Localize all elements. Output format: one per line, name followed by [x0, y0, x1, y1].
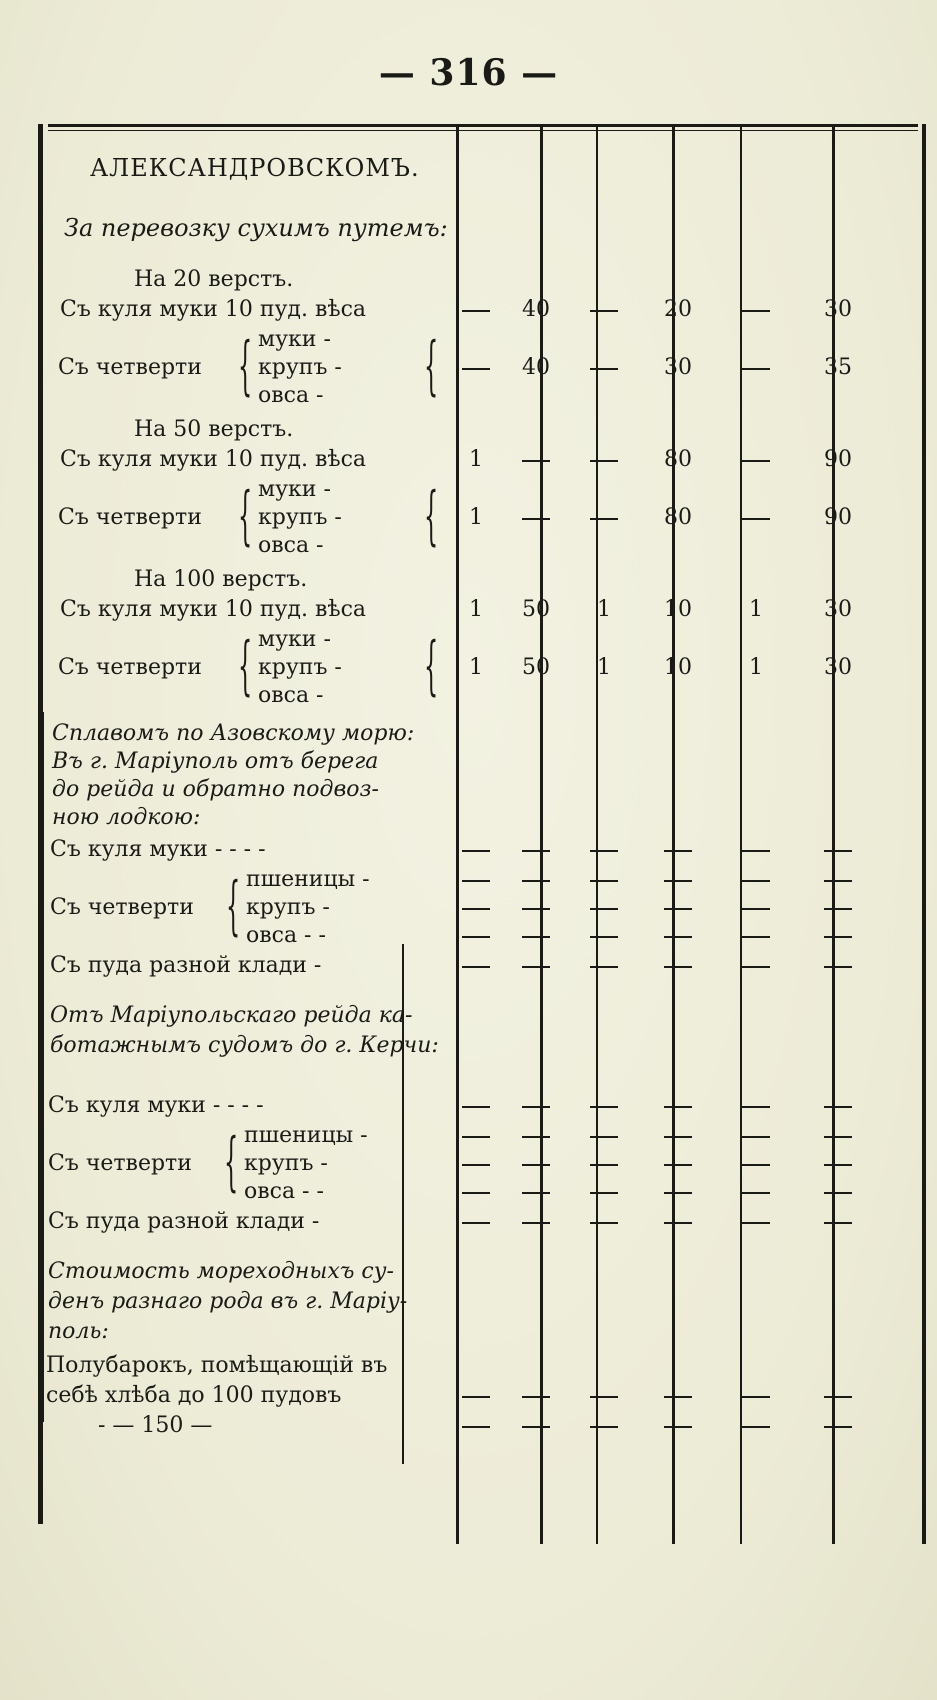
kerch-chetv-2-dash-4: [664, 1164, 692, 1166]
azov-chetv-item-2: крупъ -: [246, 895, 330, 920]
dry-block-1-distance: На 20 верстъ.: [134, 267, 294, 292]
dry-block-1-kul-value-5: [742, 310, 770, 312]
dry-block-1-chetv-value-3: [590, 368, 618, 370]
azov-pud-dash-5: [742, 966, 770, 968]
dry-block-2-chetv-value-1: 1: [469, 505, 483, 530]
col-divider-4: [672, 124, 675, 1544]
dry-block-3-chetv-label: Съ четверти: [58, 655, 202, 680]
top-rule: [48, 124, 918, 127]
kerch-chetv-3-dash-1: [462, 1192, 490, 1194]
dry-block-2-brace-left: {: [238, 479, 253, 553]
azov-chetv-label: Съ четверти: [50, 895, 194, 920]
kerch-kul-dash-4: [664, 1106, 692, 1108]
ships-last-line: - — 150 —: [98, 1413, 213, 1438]
col-divider-5: [740, 124, 742, 1544]
dry-block-1-kul-label: Съ куля муки 10 пуд. вѣса: [60, 297, 367, 322]
dry-block-2-chetv-value-6: 90: [824, 505, 852, 530]
kerch-brace: {: [224, 1125, 239, 1199]
top-rule-thin: [48, 130, 918, 131]
azov-chetv-3-dash-2: [522, 936, 550, 938]
ships-last-dash-6: [824, 1426, 852, 1428]
dry-block-1-kul-value-6: 30: [824, 297, 852, 322]
dry-block-3-chetv-value-2: 50: [522, 655, 550, 680]
kerch-chetv-1-dash-4: [664, 1136, 692, 1138]
dry-block-2-kul-value-3: [590, 460, 618, 462]
dry-block-3-kul-value-4: 10: [664, 597, 692, 622]
dry-block-1-chetv-value-4: 30: [664, 355, 692, 380]
ships-heading-line-1: Стоимость мореходныхъ су-: [48, 1259, 394, 1284]
azov-pud-dash-6: [824, 966, 852, 968]
kerch-chetv-2-dash-5: [742, 1164, 770, 1166]
kerch-kul-dash-2: [522, 1106, 550, 1108]
azov-kul-label: Съ куля муки - - - -: [50, 837, 266, 862]
dry-block-1-brace-left: {: [238, 329, 253, 403]
dry-block-2-kul-label: Съ куля муки 10 пуд. вѣса: [60, 447, 367, 472]
azov-chetv-3-dash-3: [590, 936, 618, 938]
kerch-heading-line-1: Отъ Маріупольскаго рейда ка-: [50, 1003, 413, 1028]
azov-chetv-1-dash-2: [522, 880, 550, 882]
kerch-chetv-2-dash-3: [590, 1164, 618, 1166]
azov-brace: {: [226, 869, 241, 943]
azov-pud-dash-3: [590, 966, 618, 968]
azov-chetv-item-3: овса - -: [246, 923, 326, 948]
ships-last-dash-3: [590, 1426, 618, 1428]
dry-block-1-kul-value-2: 40: [522, 297, 550, 322]
col-divider-3: [596, 124, 598, 1544]
dry-block-3-chetv-value-3: 1: [597, 655, 611, 680]
azov-kul-dash-1: [462, 850, 490, 852]
kerch-pud-dash-6: [824, 1222, 852, 1224]
ships-item-dash-1: [462, 1396, 490, 1398]
page-number: — 316 —: [378, 52, 559, 94]
ships-heading-line-2: денъ разнаго рода въ г. Маріу-: [48, 1289, 408, 1314]
dry-block-3-kul-value-5: 1: [749, 597, 763, 622]
dry-block-1-chetv-value-1: [462, 368, 490, 370]
dry-block-1-chetv-item-2: крупъ -: [258, 355, 342, 380]
dry-block-2-kul-value-6: 90: [824, 447, 852, 472]
kerch-kul-dash-1: [462, 1106, 490, 1108]
ships-heading-line-3: поль:: [48, 1319, 109, 1344]
dry-block-3-chetv-value-4: 10: [664, 655, 692, 680]
dry-block-2-chetv-value-4: 80: [664, 505, 692, 530]
dry-block-3-chetv-value-5: 1: [749, 655, 763, 680]
dry-route-heading: За перевозку сухимъ путемъ:: [64, 214, 448, 242]
kerch-chetv-label: Съ четверти: [48, 1151, 192, 1176]
kerch-chetv-1-dash-5: [742, 1136, 770, 1138]
dry-block-3-distance: На 100 верстъ.: [134, 567, 308, 592]
kerch-chetv-3-dash-3: [590, 1192, 618, 1194]
dry-block-3-kul-value-1: 1: [469, 597, 483, 622]
ships-item-dash-5: [742, 1396, 770, 1398]
dry-block-3-kul-value-3: 1: [597, 597, 611, 622]
ships-last-dash-4: [664, 1426, 692, 1428]
dry-block-2-chetv-item-2: крупъ -: [258, 505, 342, 530]
dry-block-1-chetv-value-6: 35: [824, 355, 852, 380]
kerch-pud-label: Съ пуда разной клади -: [48, 1209, 320, 1234]
azov-chetv-1-dash-5: [742, 880, 770, 882]
dry-block-1-chetv-item-3: овса -: [258, 383, 324, 408]
kerch-chetv-item-3: овса - -: [244, 1179, 324, 1204]
dry-block-2-chetv-item-3: овса -: [258, 533, 324, 558]
ships-item-dash-6: [824, 1396, 852, 1398]
dry-block-2-chetv-value-2: [522, 518, 550, 520]
dry-block-1-chetv-item-1: муки -: [258, 327, 331, 352]
azov-chetv-2-dash-4: [664, 908, 692, 910]
azov-kul-dash-4: [664, 850, 692, 852]
kerch-chetv-3-dash-5: [742, 1192, 770, 1194]
azov-heading-line-3: до рейда и обратно подвоз-: [52, 777, 379, 802]
ships-item-line-1: Полубарокъ, помѣщающій въ: [46, 1353, 388, 1378]
kerch-pud-dash-5: [742, 1222, 770, 1224]
dry-block-2-chetv-value-3: [590, 518, 618, 520]
kerch-heading-line-2: ботажнымъ судомъ до г. Керчи:: [50, 1033, 439, 1058]
azov-kul-dash-3: [590, 850, 618, 852]
dry-block-2-kul-value-5: [742, 460, 770, 462]
kerch-chetv-3-dash-6: [824, 1192, 852, 1194]
kerch-chetv-1-dash-2: [522, 1136, 550, 1138]
dry-block-3-kul-label: Съ куля муки 10 пуд. вѣса: [60, 597, 367, 622]
dry-block-2-chetv-item-1: муки -: [258, 477, 331, 502]
azov-heading-line-1: Сплавомъ по Азовскому морю:: [52, 721, 415, 746]
col-divider-2: [540, 124, 543, 1544]
azov-heading-line-4: ною лодкою:: [52, 805, 201, 830]
dry-block-2-chetv-value-5: [742, 518, 770, 520]
kerch-pud-dash-3: [590, 1222, 618, 1224]
ships-last-dash-5: [742, 1426, 770, 1428]
dry-block-3-brace-left: {: [238, 629, 253, 703]
kerch-chetv-3-dash-2: [522, 1192, 550, 1194]
dry-block-3-brace-right: {: [424, 629, 439, 703]
azov-chetv-1-dash-1: [462, 880, 490, 882]
kerch-chetv-1-dash-6: [824, 1136, 852, 1138]
dry-block-2-brace-right: {: [424, 479, 439, 553]
azov-kul-dash-6: [824, 850, 852, 852]
azov-left-border: [38, 712, 44, 1422]
dry-block-3-chetv-value-1: 1: [469, 655, 483, 680]
dry-block-2-kul-value-4: 80: [664, 447, 692, 472]
kerch-kul-dash-3: [590, 1106, 618, 1108]
ships-last-dash-1: [462, 1426, 490, 1428]
ships-item-line-2: себѣ хлѣба до 100 пудовъ: [46, 1383, 342, 1408]
dry-block-3-chetv-item-2: крупъ -: [258, 655, 342, 680]
tariff-table: [38, 124, 928, 1544]
azov-chetv-1-dash-6: [824, 880, 852, 882]
kerch-chetv-2-dash-2: [522, 1164, 550, 1166]
dry-block-2-distance: На 50 верстъ.: [134, 417, 294, 442]
dry-block-2-chetv-label: Съ четверти: [58, 505, 202, 530]
azov-chetv-2-dash-6: [824, 908, 852, 910]
section-title: АЛЕКСАНДРОВСКОМЪ.: [90, 154, 420, 182]
kerch-pud-dash-4: [664, 1222, 692, 1224]
azov-chetv-1-dash-3: [590, 880, 618, 882]
azov-chetv-2-dash-3: [590, 908, 618, 910]
azov-chetv-2-dash-5: [742, 908, 770, 910]
dry-block-1-chetv-value-5: [742, 368, 770, 370]
azov-chetv-2-dash-1: [462, 908, 490, 910]
azov-pud-dash-1: [462, 966, 490, 968]
dry-block-1-chetv-value-2: 40: [522, 355, 550, 380]
azov-pud-dash-4: [664, 966, 692, 968]
kerch-chetv-item-2: крупъ -: [244, 1151, 328, 1176]
ships-item-dash-4: [664, 1396, 692, 1398]
azov-pud-label: Съ пуда разной клади -: [50, 953, 322, 978]
dry-block-2-kul-value-1: 1: [469, 447, 483, 472]
dry-block-1-chetv-label: Съ четверти: [58, 355, 202, 380]
kerch-kul-label: Съ куля муки - - - -: [48, 1093, 264, 1118]
kerch-chetv-2-dash-6: [824, 1164, 852, 1166]
kerch-kul-dash-5: [742, 1106, 770, 1108]
azov-chetv-2-dash-2: [522, 908, 550, 910]
azov-chetv-3-dash-5: [742, 936, 770, 938]
kerch-chetv-3-dash-4: [664, 1192, 692, 1194]
dry-block-3-kul-value-6: 30: [824, 597, 852, 622]
azov-chetv-1-dash-4: [664, 880, 692, 882]
azov-chetv-item-1: пшеницы -: [246, 867, 370, 892]
azov-heading-line-2: Въ г. Маріуполь отъ берега: [52, 749, 379, 774]
azov-chetv-3-dash-6: [824, 936, 852, 938]
kerch-chetv-1-dash-3: [590, 1136, 618, 1138]
dry-block-1-kul-value-4: 20: [664, 297, 692, 322]
dry-block-1-brace-right: {: [424, 329, 439, 403]
dry-block-3-kul-value-2: 50: [522, 597, 550, 622]
azov-kul-dash-2: [522, 850, 550, 852]
dry-block-3-chetv-item-3: овса -: [258, 683, 324, 708]
azov-pud-dash-2: [522, 966, 550, 968]
dry-block-3-chetv-item-1: муки -: [258, 627, 331, 652]
azov-chetv-3-dash-4: [664, 936, 692, 938]
kerch-chetv-1-dash-1: [462, 1136, 490, 1138]
azov-kul-dash-5: [742, 850, 770, 852]
dry-block-1-kul-value-3: [590, 310, 618, 312]
ships-item-dash-2: [522, 1396, 550, 1398]
ships-last-dash-2: [522, 1426, 550, 1428]
kerch-chetv-item-1: пшеницы -: [244, 1123, 368, 1148]
kerch-kul-dash-6: [824, 1106, 852, 1108]
azov-chetv-3-dash-1: [462, 936, 490, 938]
col-divider-6: [832, 124, 835, 1544]
dry-block-1-kul-value-1: [462, 310, 490, 312]
right-border: [922, 124, 926, 1544]
kerch-pud-dash-2: [522, 1222, 550, 1224]
ships-item-dash-3: [590, 1396, 618, 1398]
dry-block-2-kul-value-2: [522, 460, 550, 462]
kerch-pud-dash-1: [462, 1222, 490, 1224]
kerch-chetv-2-dash-1: [462, 1164, 490, 1166]
dry-block-3-chetv-value-6: 30: [824, 655, 852, 680]
col-divider-1: [456, 124, 459, 1544]
